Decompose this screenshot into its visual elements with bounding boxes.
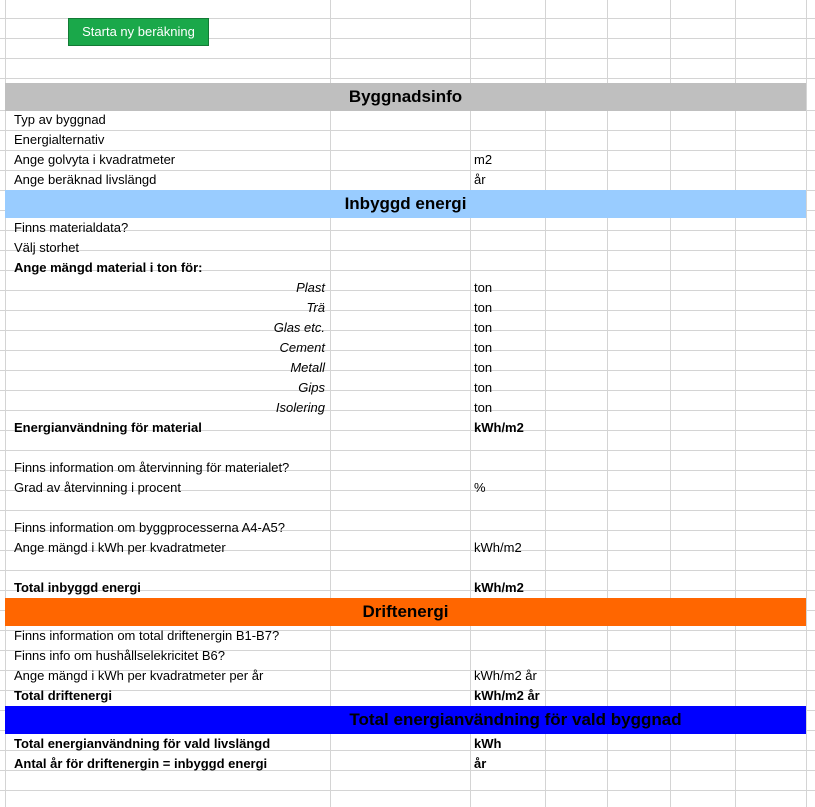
material-name: Cement [279, 340, 325, 355]
unit-label: m2 [474, 152, 493, 167]
row-total-driftenergi [0, 686, 815, 706]
row-label: Ange mängd i kWh per kvadratmeter per år [14, 668, 264, 683]
unit-label: kWh/m2 [474, 580, 524, 595]
row-label: Ange mängd i kWh per kvadratmeter [14, 540, 226, 555]
row-drift-mangd[interactable] [0, 666, 815, 686]
row-material-metall[interactable] [0, 358, 815, 378]
row-label: Energialternativ [14, 132, 105, 147]
section-header-driftenergi: Driftenergi [5, 598, 806, 626]
unit-label: % [474, 480, 486, 495]
material-name: Trä [306, 300, 325, 315]
row-label: Finns info om hushållselekricitet B6? [14, 648, 225, 663]
material-name: Plast [296, 280, 325, 295]
unit-label: ton [474, 340, 493, 355]
row-golvyta[interactable] [0, 150, 815, 170]
grid-row-line [0, 570, 815, 571]
row-hushall-info[interactable] [0, 646, 815, 666]
unit-label: ton [474, 360, 493, 375]
row-label: Energianvändning för material [14, 420, 202, 435]
row-material-isolering[interactable] [0, 398, 815, 418]
row-materialdata[interactable] [0, 218, 815, 238]
row-label: Total inbyggd energi [14, 580, 141, 595]
row-energialternativ[interactable] [0, 130, 815, 150]
row-typ-av-byggnad[interactable] [0, 110, 815, 130]
unit-label: ton [474, 280, 493, 295]
unit-label: ton [474, 320, 493, 335]
material-name: Gips [298, 380, 325, 395]
row-total-livslangd [0, 734, 815, 754]
row-total-inbyggd-energi [0, 578, 815, 598]
section-header-inbyggd-energi: Inbyggd energi [5, 190, 806, 218]
row-mangd-material [0, 258, 815, 278]
row-byggprocess-mangd[interactable] [0, 538, 815, 558]
material-name: Glas etc. [273, 320, 325, 335]
unit-label: kWh/m2 år [474, 668, 537, 683]
row-label: Välj storhet [14, 240, 80, 255]
grid-row-line [0, 510, 815, 511]
section-header-total-energianvandning: Total energianvändning för vald byggnad [5, 706, 806, 734]
unit-label: ton [474, 300, 493, 315]
row-atervinning-grad[interactable] [0, 478, 815, 498]
row-label: Total energianvändning för vald livslängd [14, 736, 271, 751]
row-valj-storhet[interactable] [0, 238, 815, 258]
row-label: Finns information om byggprocesserna A4-A5? [14, 520, 285, 535]
grid-row-line [0, 58, 815, 59]
start-new-calculation-button[interactable]: Starta ny beräkning [68, 18, 209, 46]
unit-label: ton [474, 400, 493, 415]
row-atervinning-info[interactable] [0, 458, 815, 478]
row-drift-info[interactable] [0, 626, 815, 646]
unit-label: kWh/m2 år [474, 688, 540, 703]
row-material-gips[interactable] [0, 378, 815, 398]
row-material-glas[interactable] [0, 318, 815, 338]
row-antal-ar [0, 754, 815, 774]
row-label: Typ av byggnad [14, 112, 106, 127]
unit-label: år [474, 172, 486, 187]
grid-row-line [0, 78, 815, 79]
unit-label: kWh [474, 736, 502, 751]
grid-row-line [0, 450, 815, 451]
unit-label: kWh/m2 [474, 420, 524, 435]
row-energianvandning-material [0, 418, 815, 438]
row-material-cement[interactable] [0, 338, 815, 358]
row-material-plast[interactable] [0, 278, 815, 298]
row-label: Antal år för driftenergin = inbyggd energi [14, 756, 268, 771]
row-material-tra[interactable] [0, 298, 815, 318]
row-label: Finns information om total driftenergin B1-B7? [14, 628, 280, 643]
row-byggprocess-info[interactable] [0, 518, 815, 538]
row-livslangd[interactable] [0, 170, 815, 190]
row-label: Grad av återvinning i procent [14, 480, 181, 495]
row-label: Total driftenergi [14, 688, 112, 703]
row-label: Ange mängd material i ton för: [14, 260, 203, 275]
row-label: Finns materialdata? [14, 220, 129, 235]
row-label: Finns information om återvinning för materialet? [14, 460, 290, 475]
row-label: Ange golvyta i kvadratmeter [14, 152, 176, 167]
material-name: Isolering [275, 400, 325, 415]
unit-label: ton [474, 380, 493, 395]
unit-label: år [474, 756, 487, 771]
row-label: Ange beräknad livslängd [14, 172, 157, 187]
grid-row-line [0, 790, 815, 791]
material-name: Metall [290, 360, 325, 375]
section-header-byggnadsinfo: Byggnadsinfo [5, 83, 806, 111]
unit-label: kWh/m2 [474, 540, 522, 555]
